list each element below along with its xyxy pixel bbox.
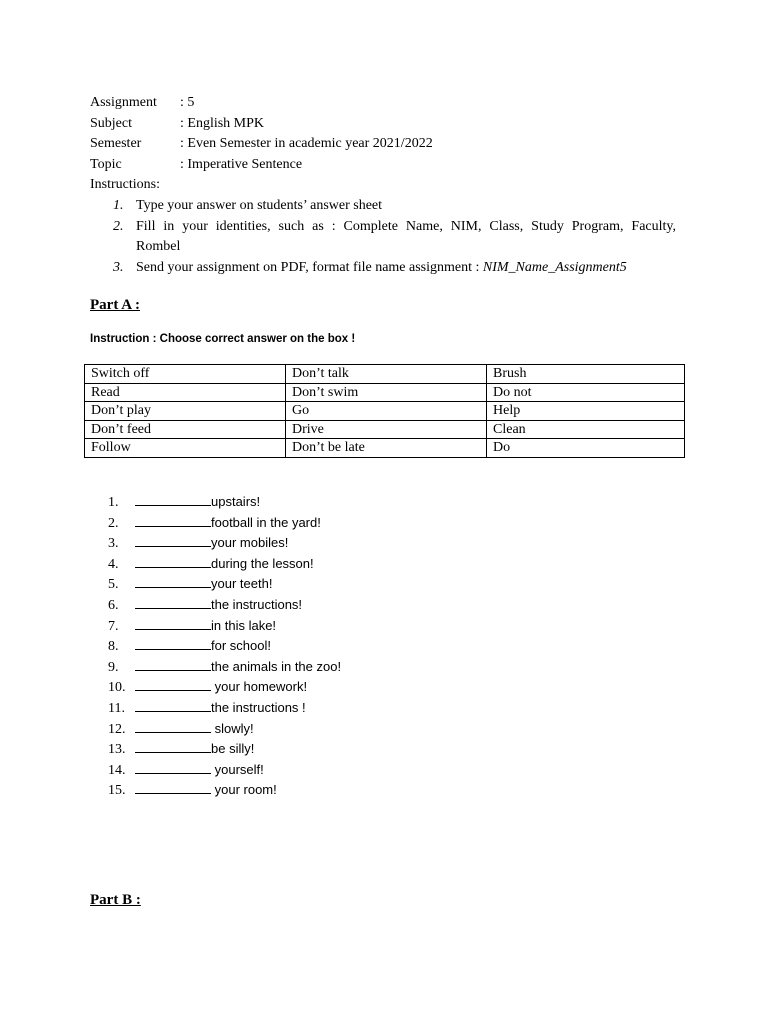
instruction-number: 1. [113,197,124,213]
table-cell: Don’t be late [286,439,487,458]
question-text: your mobiles! [211,535,289,551]
question-text: the instructions! [211,596,303,612]
semester-key: Semester [90,136,142,152]
answer-blank[interactable] [135,759,211,774]
answer-blank[interactable] [135,676,211,691]
question-text: football in the yard! [211,514,321,530]
part-a-instruction: Instruction : Choose correct answer on the box ! [90,333,356,345]
answer-blank[interactable] [135,553,211,568]
table-row [85,402,685,421]
table-row [85,383,685,402]
part-a-title: Part A : [90,297,140,313]
question-number: 4. [108,556,119,572]
instruction-text-line2: Rombel [136,239,181,255]
question-number: 8. [108,639,119,655]
question-text: during the lesson! [211,555,314,571]
table-cell: Switch off [85,365,286,384]
assignment-header [90,93,690,278]
question-text: the instructions ! [211,699,306,715]
question-number: 10. [108,680,126,696]
question-item [108,697,508,718]
topic-value: : Imperative Sentence [180,156,303,172]
answer-blank[interactable] [135,697,211,712]
instruction-text: Type your answer on students’ answer sheet [136,197,383,213]
table-row [85,420,685,439]
instruction-item [90,217,676,258]
instruction-text-line1: Fill in your identities, such as : Complete Name, NIM, Class, Study Program, Faculty, [136,218,676,234]
answer-blank[interactable] [135,594,211,609]
instruction-number: 2. [113,218,124,234]
answer-blank[interactable] [135,738,211,753]
semester-row [90,134,690,155]
subject-key: Subject [90,115,132,131]
answer-blank[interactable] [135,532,211,547]
table-cell: Clean [487,420,685,439]
instruction-item [90,196,676,217]
question-number: 1. [108,495,119,510]
topic-key: Topic [90,156,122,172]
table-cell: Brush [487,365,685,384]
question-item [108,635,508,656]
instruction-item [90,258,736,279]
question-number: 3. [108,536,119,552]
question-number: 7. [108,618,119,634]
answer-blank[interactable] [135,635,211,650]
instructions-label: Instructions: [90,177,160,193]
question-text: slowly! [211,720,254,736]
question-item [108,491,508,512]
question-text: for school! [211,638,271,654]
answer-blank[interactable] [135,718,211,733]
question-text: be silly! [211,741,255,757]
question-item [108,594,508,615]
question-number: 14. [108,762,126,778]
table-row [85,439,685,458]
assignment-row [90,93,690,114]
part-b-title: Part B : [90,892,141,908]
table-cell: Don’t feed [85,420,286,439]
question-text: in this lake! [211,617,277,633]
question-item [108,738,508,759]
question-item [108,553,508,574]
question-number: 11. [108,700,125,716]
question-text: yourself! [211,761,264,777]
question-item [108,573,508,594]
question-number: 15. [108,783,126,799]
question-item [108,779,508,800]
question-number: 2. [108,515,119,531]
question-list [108,491,508,800]
question-text: the animals in the zoo! [211,658,342,674]
subject-row [90,114,690,135]
topic-row [90,155,690,176]
question-text: your teeth! [211,576,273,592]
table-cell: Don’t play [85,402,286,421]
table-cell: Read [85,383,286,402]
answer-blank[interactable] [135,491,211,506]
table-cell: Follow [85,439,286,458]
question-item [108,532,508,553]
question-item [108,656,508,677]
table-cell: Don’t talk [286,365,487,384]
instructions-list [90,196,690,278]
table-cell: Do not [487,383,685,402]
table-cell: Drive [286,420,487,439]
answer-choices-table [84,364,685,458]
answer-blank[interactable] [135,573,211,588]
question-number: 9. [108,659,119,675]
question-text: your homework! [211,679,308,695]
question-text: upstairs! [211,494,261,509]
question-text: your room! [211,782,277,798]
question-item [108,676,508,697]
question-item [108,718,508,739]
semester-value: : Even Semester in academic year 2021/2022 [180,136,433,152]
question-item [108,512,508,533]
subject-value: : English MPK [180,115,265,131]
answer-blank[interactable] [135,779,211,794]
table-cell: Go [286,402,487,421]
question-item [108,615,508,636]
instruction-number: 3. [113,259,124,275]
instruction-text: Send your assignment on PDF, format file name assignment : [136,259,483,275]
table-cell: Do [487,439,685,458]
question-number: 13. [108,742,126,758]
assignment-key: Assignment [90,95,157,110]
question-number: 5. [108,577,119,593]
assignment-value: : 5 [180,95,195,110]
filename-format: NIM_Name_Assignment5 [482,259,627,275]
answer-blank[interactable] [135,615,211,630]
table-cell: Help [487,402,685,421]
question-item [108,759,508,780]
answer-blank[interactable] [135,656,211,671]
question-number: 12. [108,721,126,737]
question-number: 6. [108,597,119,613]
answer-blank[interactable] [135,512,211,527]
table-cell: Don’t swim [286,383,487,402]
table-row [85,365,685,384]
